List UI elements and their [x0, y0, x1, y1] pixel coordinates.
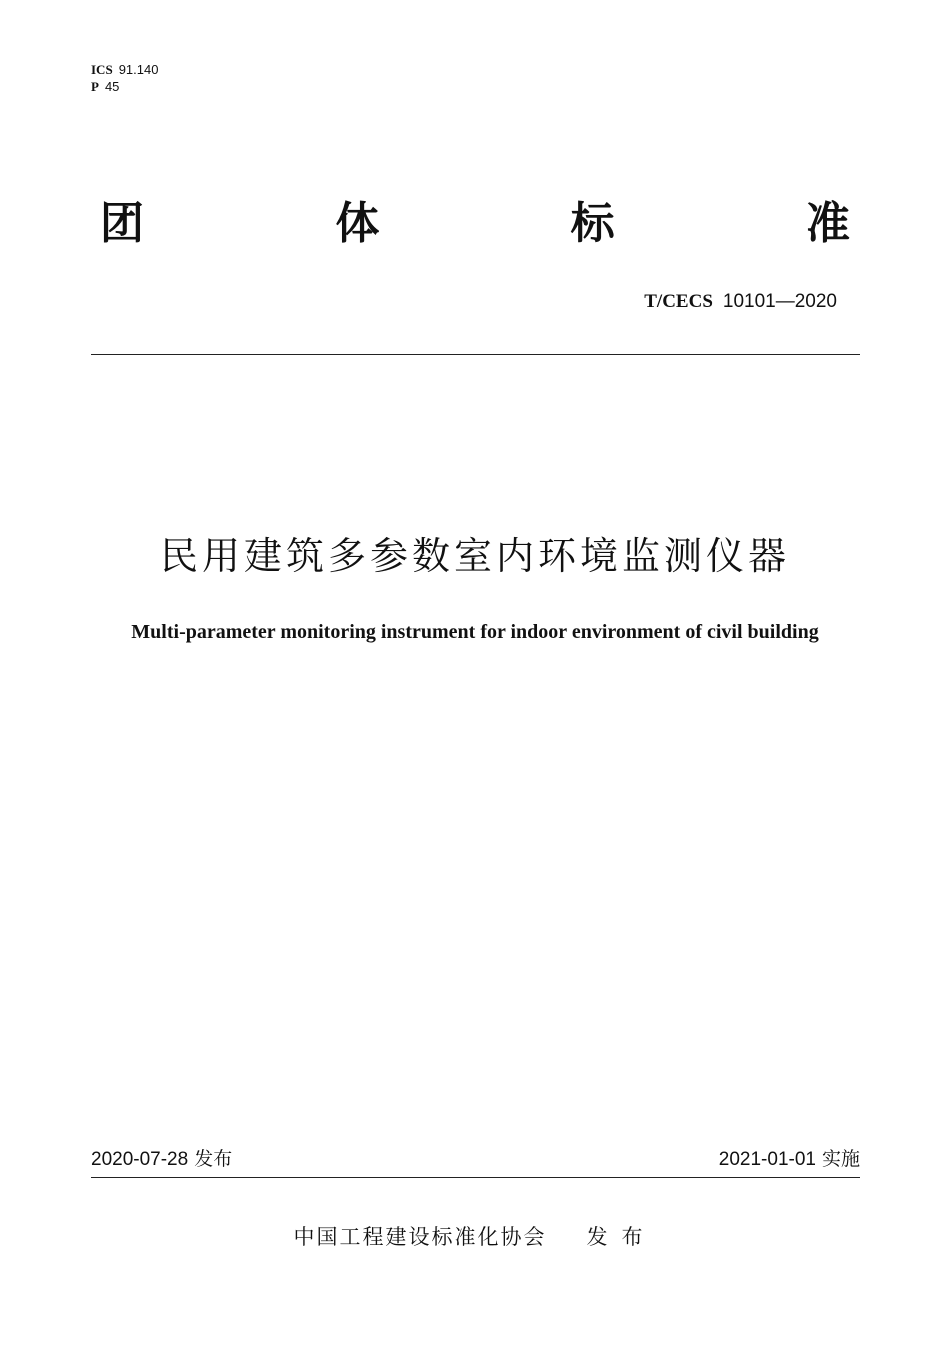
standard-type-char-1: 团 [100, 198, 144, 249]
publish-date: 2020-07-28 [91, 1149, 189, 1170]
ccs-label: P [91, 79, 99, 94]
publish-label: 发布 [194, 1148, 233, 1170]
bottom-divider [91, 1177, 860, 1178]
publisher-action: 发布 [586, 1225, 657, 1249]
standard-type-char-3: 标 [570, 198, 615, 249]
publisher-name: 中国工程建设标准化协会 [293, 1225, 547, 1249]
standard-type-heading [100, 196, 850, 252]
publisher-line [0, 1223, 950, 1251]
top-divider [91, 354, 860, 355]
title-chinese: 民用建筑多参数室内环境监测仪器 [159, 534, 790, 578]
standard-code-number: 10101—2020 [722, 291, 837, 312]
ics-line [91, 62, 158, 79]
effective-label: 实施 [821, 1148, 860, 1170]
ics-value: 91.140 [118, 62, 159, 77]
ccs-value: 45 [104, 79, 120, 94]
standard-type-char-2: 体 [335, 198, 380, 249]
ics-label: ICS [91, 62, 113, 77]
title-english: Multi-parameter monitoring instrument for indoor environment of civil building [131, 621, 819, 643]
effective-date-block [719, 1146, 860, 1173]
effective-date: 2021-01-01 [718, 1149, 816, 1170]
ccs-line [91, 79, 158, 96]
publish-date-block [91, 1146, 232, 1173]
standard-code-prefix: T/CECS [644, 291, 713, 312]
standard-code [644, 289, 837, 314]
classification-block [91, 62, 158, 96]
standard-type-char-4: 准 [805, 198, 850, 249]
